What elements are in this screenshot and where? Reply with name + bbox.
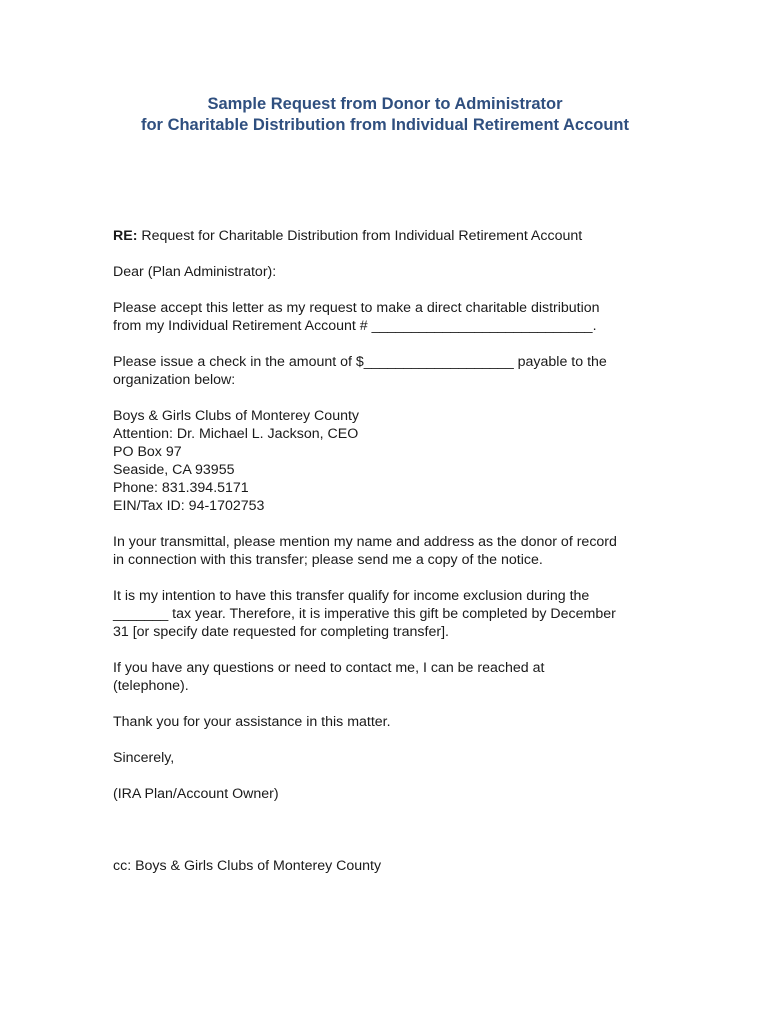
cc-line: cc: Boys & Girls Clubs of Monterey County <box>113 858 382 874</box>
org-attention: Attention: Dr. Michael L. Jackson, CEO <box>113 426 359 442</box>
re-label: RE: <box>113 228 138 244</box>
paragraph-contact <box>113 659 673 695</box>
signature-gap <box>113 821 673 857</box>
paragraph-line: (telephone). <box>113 678 189 694</box>
title-line-2: for Charitable Distribution from Individual Retirement Account <box>140 116 629 134</box>
org-city: Seaside, CA 93955 <box>113 462 235 478</box>
org-name: Boys & Girls Clubs of Monterey County <box>113 408 360 424</box>
salutation: Dear (Plan Administrator): <box>113 264 277 280</box>
paragraph-line: It is my intention to have this transfer qualify for income exclusion during the <box>113 588 590 604</box>
paragraph-transmittal <box>113 533 673 569</box>
paragraph-check-amount <box>113 353 673 389</box>
paragraph-line: from my Individual Retirement Account # ____________________________. <box>113 318 597 334</box>
paragraph-line: organization below: <box>113 372 236 388</box>
title-line-1: Sample Request from Donor to Administrator <box>207 95 563 113</box>
paragraph-tax-year <box>113 587 673 641</box>
paragraph-line: _______ tax year. Therefore, it is imperative this gift be completed by December <box>113 606 616 622</box>
letter-body <box>113 227 673 893</box>
paragraph-account-request <box>113 299 673 335</box>
re-line <box>113 227 673 245</box>
paragraph-line: in connection with this transfer; please send me a copy of the notice. <box>113 552 543 568</box>
paragraph-line: 31 [or specify date requested for completing transfer]. <box>113 624 449 640</box>
thanks-line: Thank you for your assistance in this matter. <box>113 714 391 730</box>
org-po-box: PO Box 97 <box>113 444 182 460</box>
paragraph-line: In your transmittal, please mention my name and address as the donor of record <box>113 534 617 550</box>
paragraph-line: Please accept this letter as my request to make a direct charitable distribution <box>113 300 600 316</box>
re-text: Request for Charitable Distribution from Individual Retirement Account <box>141 228 583 244</box>
paragraph-line: Please issue a check in the amount of $___________________ payable to the <box>113 354 607 370</box>
organization-address-block <box>113 407 673 515</box>
document-title <box>0 94 770 136</box>
org-ein: EIN/Tax ID: 94-1702753 <box>113 498 265 514</box>
org-phone: Phone: 831.394.5171 <box>113 480 249 496</box>
signer-name: (IRA Plan/Account Owner) <box>113 786 279 802</box>
closing: Sincerely, <box>113 750 175 766</box>
paragraph-line: If you have any questions or need to contact me, I can be reached at <box>113 660 545 676</box>
